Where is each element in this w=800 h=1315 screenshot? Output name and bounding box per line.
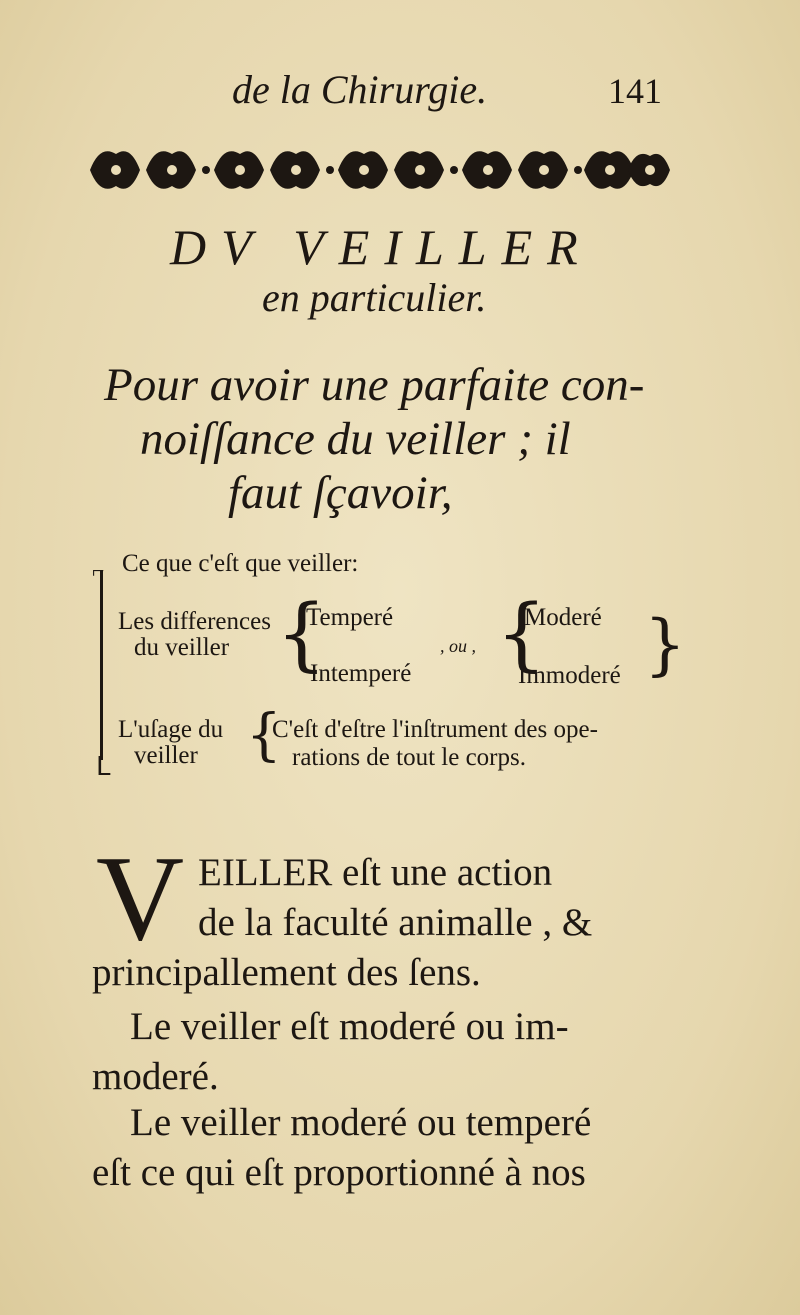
outline-item-2-right-2: Immoderé: [518, 662, 621, 689]
chapter-title: DV VEILLER: [170, 219, 593, 275]
chapter-subtitle: en particulier.: [262, 275, 487, 320]
outline-item-2-or: , ou ,: [440, 636, 476, 656]
brace-right: }: [644, 606, 686, 683]
ornament-band: [84, 138, 676, 202]
outline-bracket-line: [100, 570, 103, 760]
body-line-1: EILLER eſt une action: [198, 851, 553, 894]
brace-left-1: {: [276, 587, 327, 680]
outline-item-2-label-1: Les differences: [118, 608, 271, 635]
brace-left-2: {: [496, 587, 547, 680]
body-line-6: Le veiller moderé ou temperé: [130, 1101, 592, 1144]
body-line-2: de la faculté animalle , &: [198, 901, 593, 944]
running-title: de la Chirurgie.: [232, 67, 488, 112]
drop-cap: V: [96, 831, 185, 966]
outline-item-2-label-2: du veiller: [134, 634, 230, 661]
body-line-4: Le veiller eſt moderé ou im-: [130, 1005, 569, 1048]
outline-bracket-top: ⌐: [92, 558, 105, 583]
outline-item-2-right-1: Moderé: [524, 604, 602, 631]
page-number: 141: [608, 71, 662, 111]
outline-item-3-text-1: C'eſt d'eſtre l'inſtrument des ope-: [272, 716, 598, 743]
body-line-3: principallement des ſens.: [92, 951, 481, 994]
outline-item-3-label-1: L'uſage du: [118, 716, 224, 743]
intro-line-1: Pour avoir une parfaite con-: [104, 359, 645, 411]
outline-item-3-text-2: rations de tout le corps.: [292, 744, 526, 771]
outline-item-2-left-1: Temperé: [306, 604, 394, 631]
outline-bracket-bottom: ᒪ: [96, 752, 111, 781]
body-line-7: eſt ce qui eſt proportionné à nos: [92, 1151, 586, 1194]
intro-line-3: faut ſçavoir,: [228, 467, 453, 519]
outline-item-1: Ce que c'eſt que veiller:: [122, 550, 359, 577]
outline-item-2-left-2: Intemperé: [310, 660, 412, 687]
body-line-5: moderé.: [92, 1055, 219, 1098]
intro-line-2: noiſſance du veiller ; il: [140, 413, 571, 465]
outline-item-3-label-2: veiller: [134, 742, 198, 769]
brace-item-3: {: [246, 703, 282, 768]
